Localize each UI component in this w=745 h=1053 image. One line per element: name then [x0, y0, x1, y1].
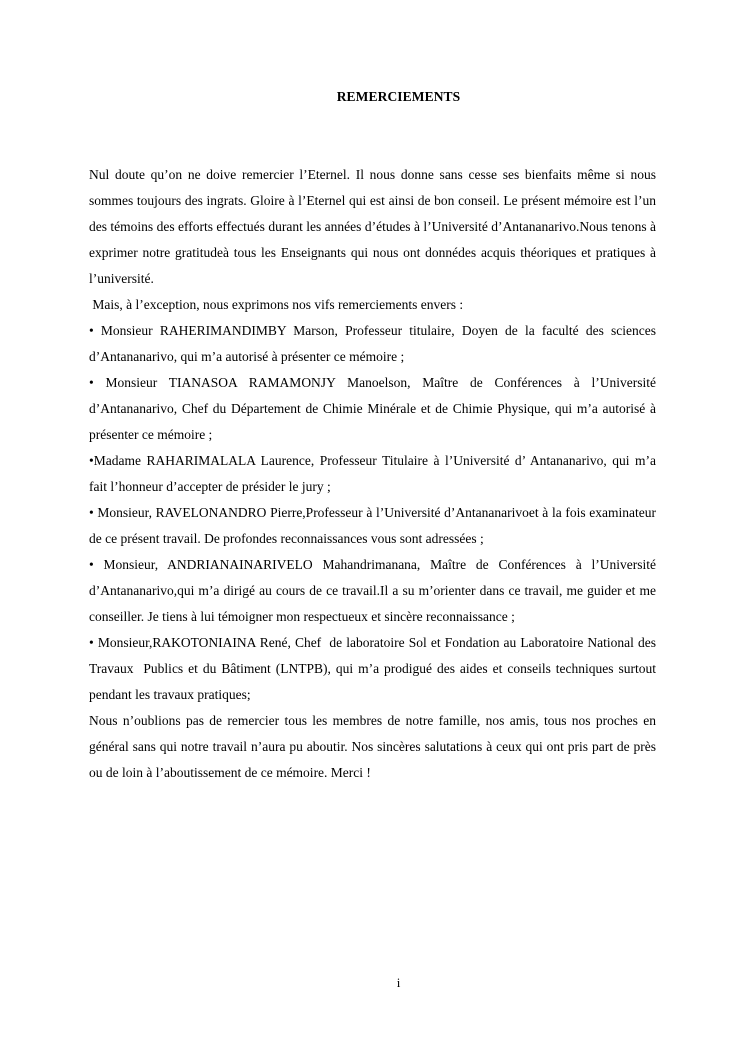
thanks-item-andrianainarivelo: • Monsieur, ANDRIANAINARIVELO Mahandrimanana, Maître de Conférences à l’Université d’Antananarivo,qui m’a dirigé au cours de ce travail.Il a su m’orienter dans ce travail, me guider et me conseiller. Je tiens à lui témoigner mon respectueux et sincère reconnaissance ;	[89, 557, 656, 624]
closing-paragraph: Nous n’oublions pas de remercier tous les membres de notre famille, nos amis, tous nos proches en général sans qui notre travail n’aura pu aboutir. Nos sincères salutations à ceux qui ont pris part de près ou de loin à l’aboutissement de ce mémoire. Merci !	[89, 713, 656, 780]
exception-paragraph: Mais, à l’exception, nous exprimons nos vifs remerciements envers :	[89, 297, 464, 312]
thanks-item-tianasoa: • Monsieur TIANASOA RAMAMONJY Manoelson, Maître de Conférences à l’Université d’Antananarivo, Chef du Département de Chimie Minérale et de Chimie Physique, qui m’a autorisé à présenter ce mémoire ;	[89, 375, 656, 442]
thanks-item-rakotoniaina: • Monsieur,RAKOTONIAINA René, Chef de laboratoire Sol et Fondation au Laboratoire National des Travaux Publics et du Bâtiment (LNTPB), qui m’a prodigué des aides et conseils techniques surtout pendant les travaux pratiques;	[89, 635, 660, 702]
page-number: i	[396, 975, 401, 990]
thanks-item-raherimandimby: • Monsieur RAHERIMANDIMBY Marson, Professeur titulaire, Doyen de la faculté des sciences d’Antananarivo, qui m’a autorisé à présenter ce mémoire ;	[89, 323, 656, 364]
thanks-item-raharimalala: •Madame RAHARIMALALA Laurence, Professeur Titulaire à l’Université d’ Antananarivo, qui m’a fait l’honneur d’accepter de présider le jury ;	[89, 453, 656, 494]
intro-paragraph: Nul doute qu’on ne doive remercier l’Eternel. Il nous donne sans cesse ses bienfaits même si nous sommes toujours des ingrats. Gloire à l’Eternel qui est ainsi de bon conseil. Le présent mémoire est l’un des témoins des efforts effectués durant les années d’études à l’Université d’Antananarivo.Nous tenons à exprimer notre gratitudeà tous les Enseignants qui nous ont donnédes acquis théoriques et pratiques à l’université.	[89, 167, 656, 286]
acknowledgements-body	[89, 162, 660, 786]
page-title: REMERCIEMENTS	[336, 89, 461, 104]
thanks-item-ravelonandro: • Monsieur, RAVELONANDRO Pierre,Professeur à l’Université d’Antananarivoet à la fois examinateur de ce présent travail. De profondes reconnaissances vous sont adressées ;	[89, 505, 656, 546]
